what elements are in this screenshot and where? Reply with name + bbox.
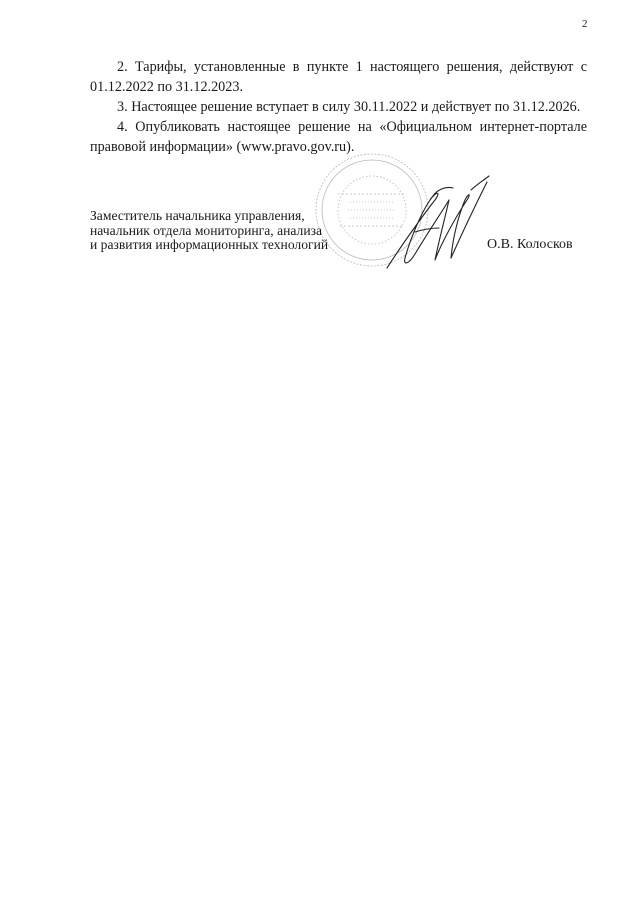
- signatory-position: [90, 209, 328, 253]
- paragraph-2: 2. Тарифы, установленные в пункте 1 настоящего решения, действуют с 01.12.2022 по 31.12.2023.: [90, 59, 587, 95]
- paragraph-4: 4. Опубликовать настоящее решение на «Официальном интернет-портале правовой информации» (www.pravo.gov.ru).: [90, 119, 587, 155]
- position-line-2: начальник отдела мониторинга, анализа: [90, 222, 323, 238]
- decision-paragraphs: [90, 57, 587, 157]
- paragraph-3: 3. Настоящее решение вступает в силу 30.11.2022 и действует по 31.12.2026.: [117, 99, 581, 115]
- handwritten-signature-icon: [375, 170, 500, 275]
- page-number: 2: [582, 18, 588, 30]
- signer-name: О.В. Колосков: [487, 237, 573, 252]
- position-line-3: и развития информационных технологий: [90, 237, 329, 252]
- position-line-1: Заместитель начальника управления,: [90, 208, 305, 223]
